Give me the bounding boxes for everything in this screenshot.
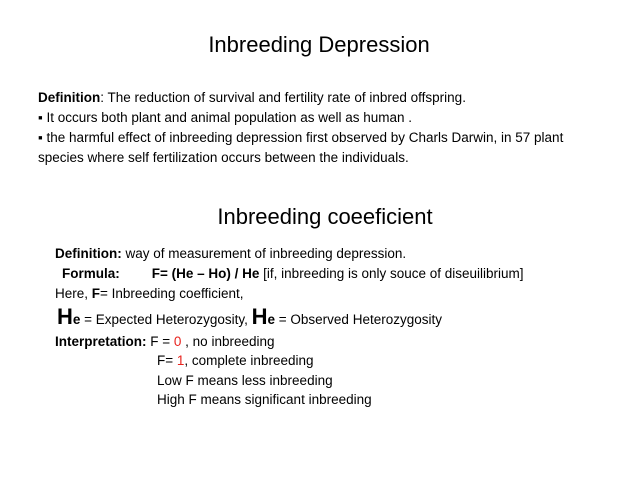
ho-text: = Observed Heterozygosity: [275, 312, 442, 327]
heterozygosity-line: [57, 302, 442, 335]
slide-title: Inbreeding Depression: [208, 32, 430, 57]
interp2-pre: F=: [157, 353, 177, 368]
ho-subscript: e: [267, 312, 276, 327]
interp1-post: , no inbreeding: [181, 334, 275, 349]
definition-label: Definition: [38, 90, 101, 105]
interpretation-label: Interpretation:: [55, 334, 147, 349]
bullet-1: ▪ It occurs both plant and animal population as well as human .: [38, 110, 413, 125]
interp1-pre: F =: [146, 334, 174, 349]
interpretation-line-3: Low F means less inbreeding: [157, 373, 333, 388]
interp2-post: , complete inbreeding: [184, 353, 314, 368]
interpretation-line-2: [157, 351, 314, 371]
bullet-2-line-1: ▪ the harmful effect of inbreeding depression first observed by Charls Darwin, in 57 plant: [38, 130, 564, 145]
definition-text: : The reduction of survival and fertility rate of inbred offspring.: [100, 90, 466, 105]
formula-note: [if, inbreeding is only souce of diseuilibrium]: [259, 266, 524, 281]
interpretation-line-1: [55, 332, 275, 352]
here-text: = Inbreeding coefficient,: [100, 286, 244, 301]
bullet-2-line-2: species where self fertilization occurs between the individuals.: [38, 150, 409, 165]
formula-expression: F= (He – Ho) / He: [151, 266, 260, 281]
coefficient-definition: [55, 244, 406, 264]
formula-line: [62, 264, 524, 284]
coefficient-definition-text: way of measurement of inbreeding depression.: [121, 246, 407, 261]
here-line: [55, 284, 244, 304]
interp1-value: 0: [173, 334, 182, 349]
he-text: = Expected Heterozygosity,: [80, 312, 252, 327]
he-subscript: e: [72, 312, 81, 327]
ho-symbol: H: [251, 304, 268, 329]
formula-label: Formula:: [62, 266, 120, 281]
here-f: F: [91, 286, 101, 301]
interp2-value: 1: [176, 353, 185, 368]
interpretation-line-4: High F means significant inbreeding: [157, 392, 372, 407]
he-symbol: H: [57, 304, 73, 329]
section-title: Inbreeding coeeficient: [217, 204, 433, 229]
coefficient-definition-label: Definition:: [55, 246, 122, 261]
here-prefix: Here,: [55, 286, 92, 301]
definition-line: [38, 88, 466, 108]
